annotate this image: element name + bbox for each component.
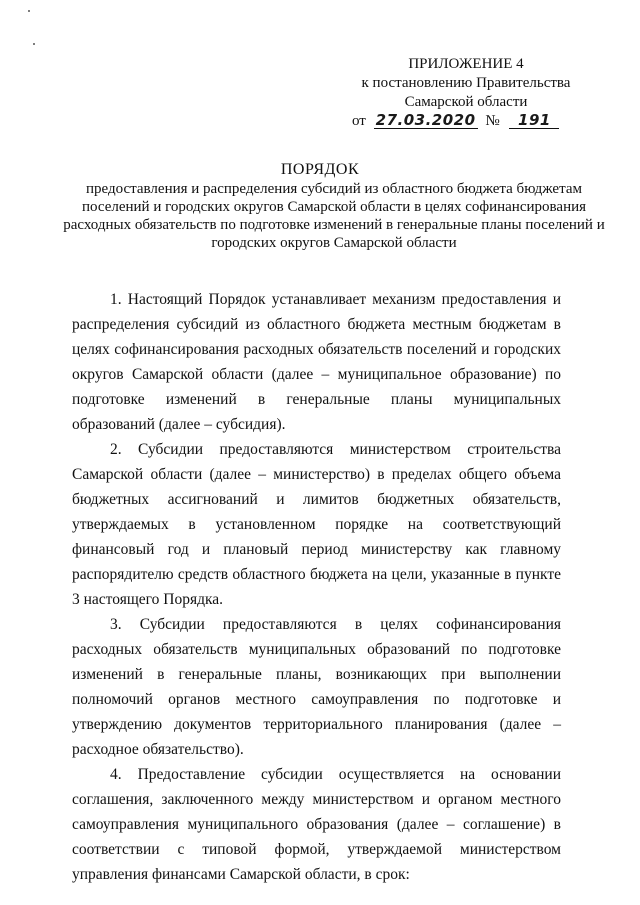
- appendix-resolution-line: к постановлению Правительства: [361, 75, 571, 91]
- paragraph-2: 2. Субсидии предоставляются министерством строительства Самарской области (далее – министерство) в пределах общего объема бюджетных ассигнований и лимитов бюджетных обязательств, утверждаемых в установленном порядке на соответствующий финансовый год и плановый период министерству как главному распорядителю средств областного бюджета на цели, указанные в пункте 3 настоящего Порядка.: [72, 441, 561, 608]
- scan-speck: [28, 10, 30, 12]
- paragraph-4: 4. Предоставление субсидии осуществляется на основании соглашения, заключенного между министерством и органом местного самоуправления муниципального образования (далее – соглашение) в соответствии с типовой формой, утверждаемой министерством управления финансами Самарской области, в срок:: [72, 766, 561, 883]
- appendix-date-row: [352, 112, 586, 131]
- handwritten-date: 27.03.2020: [374, 112, 478, 129]
- handwritten-number: 191: [509, 112, 559, 129]
- appendix-region-line: Самарской области: [404, 94, 528, 110]
- paragraph-1: 1. Настоящий Порядок устанавливает механизм предоставления и распределения субсидий из областного бюджета местным бюджетам в целях софинансирования расходных обязательств поселений и городских округов Самарской области (далее – муниципальное образование) по подготовке изменений в генеральные планы муниципальных образований (далее – субсидия).: [72, 291, 561, 433]
- document-body: [72, 287, 561, 887]
- date-prefix: от: [352, 113, 366, 129]
- document-subtitle: предоставления и распределения субсидий из областного бюджета бюджетам поселений и городских округов Самарской области в целях софинансирования расходных обязательств по подготовке изменений в генеральные планы поселений и городских округов Самарской области: [63, 181, 605, 251]
- appendix-header: [346, 55, 586, 131]
- document-title: ПОРЯДОК: [280, 161, 360, 178]
- paragraph-3: 3. Субсидии предоставляются в целях софинансирования расходных обязательств муниципальных образований по подготовке изменений в генеральные планы, возникающих при выполнении полномочий органов местного самоуправления по подготовке и утверждению документов территориального планирования (далее – расходное обязательство).: [72, 616, 561, 758]
- scan-speck: [33, 43, 35, 45]
- appendix-label: ПРИЛОЖЕНИЕ 4: [408, 56, 524, 72]
- number-prefix: №: [485, 113, 500, 129]
